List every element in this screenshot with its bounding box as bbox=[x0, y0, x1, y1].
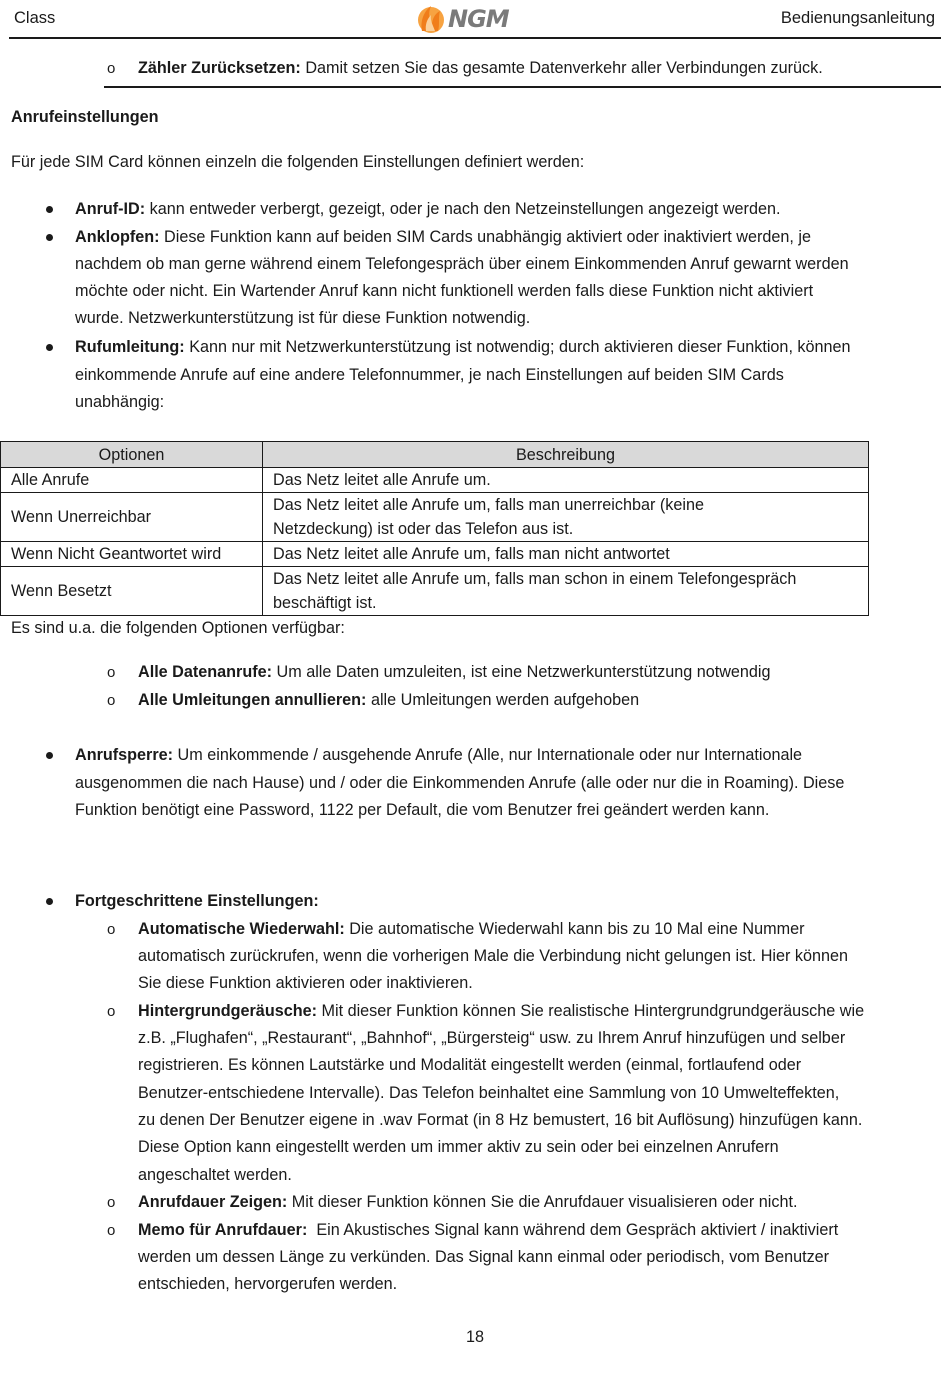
advanced-item-label: Hintergrundgeräusche: bbox=[138, 1002, 317, 1020]
advanced-text-line: z.B. „Flughafen“, „Restaurant“, „Bahnhof“, „Bürgersteig“ usw. zu Ihrem Anruf hinzufügen und selber bbox=[138, 1029, 846, 1047]
bullet-icon bbox=[46, 206, 53, 213]
header-right-label: Bedienungsanleitung bbox=[780, 9, 935, 27]
bullet-icon bbox=[46, 344, 53, 351]
description-line: Netzdeckung) ist oder das Telefon aus ist. bbox=[273, 520, 574, 538]
sub-option-text: alle Umleitungen werden aufgehoben bbox=[366, 691, 640, 709]
bullet-text: kann entweder verbergt, gezeigt, oder je nach den Netzeinstellungen angezeigt werden. bbox=[145, 200, 781, 218]
bullet-text-line: wurde. Netzwerkunterstützung ist für diese Funktion notwendig. bbox=[75, 309, 531, 327]
advanced-item-label: Automatische Wiederwahl: bbox=[138, 920, 345, 938]
bullet-text-line: unabhängig: bbox=[75, 393, 165, 411]
sub-option-datenanrufe bbox=[138, 659, 771, 686]
circle-bullet-icon: o bbox=[107, 1194, 116, 1211]
advanced-text-line: angeschaltet werden. bbox=[138, 1166, 292, 1184]
description-cell bbox=[263, 542, 869, 567]
advanced-item-text: Mit dieser Funktion können Sie realistische Hintergrundgrundgeräusche wie bbox=[317, 1002, 865, 1020]
top-item-label: Zähler Zurücksetzen: bbox=[138, 59, 301, 77]
page-number: 18 bbox=[465, 1328, 484, 1346]
bullet-text-line: einkommende Anrufe auf eine andere Telefonnummer, je nach Einstellungen auf beiden SIM Cards bbox=[75, 366, 784, 384]
bullet-icon bbox=[46, 898, 53, 905]
bullet-anrufsperre bbox=[75, 742, 802, 769]
bullet-icon bbox=[46, 752, 53, 759]
circle-bullet-icon: o bbox=[107, 664, 116, 681]
bullet-text: Kann nur mit Netzwerkunterstützung ist notwendig; durch aktivieren dieser Funktion, können bbox=[184, 338, 851, 356]
circle-bullet-icon: o bbox=[107, 692, 116, 709]
option-cell: Alle Anrufe bbox=[1, 468, 263, 493]
intro-text: Für jede SIM Card können einzeln die folgenden Einstellungen definiert werden: bbox=[11, 153, 585, 171]
circle-bullet-icon: o bbox=[107, 921, 116, 938]
sub-option-label: Alle Umleitungen annullieren: bbox=[138, 691, 367, 709]
description-line: Das Netz leitet alle Anrufe um, falls man nicht antwortet bbox=[273, 545, 670, 563]
sub-option-annullieren bbox=[138, 687, 639, 714]
advanced-item-wiederwahl bbox=[138, 916, 804, 943]
bullet-icon bbox=[46, 234, 53, 241]
table-header-cell: Optionen bbox=[1, 442, 263, 468]
bullet-text: Um einkommende / ausgehende Anrufe (Alle, nur Internationale oder nur Internationale bbox=[173, 746, 803, 764]
forwarding-options-table bbox=[0, 441, 869, 616]
ngm-flame-icon bbox=[416, 3, 446, 35]
table-row bbox=[1, 567, 869, 616]
bullet-rufumleitung bbox=[75, 334, 851, 361]
top-item bbox=[138, 55, 823, 82]
table-row bbox=[1, 542, 869, 567]
option-cell: Wenn Nicht Geantwortet wird bbox=[1, 542, 263, 567]
advanced-text-line: Benutzer-entschiedene Intervalle). Das Telefon beinhaltet eine Sammlung von 10 Umwelteffekten, bbox=[138, 1084, 840, 1102]
circle-bullet-icon: o bbox=[107, 1003, 116, 1020]
advanced-text-line: automatisch zurückrufen, wenn die vorherigen Male die Verbindung nicht gelungen ist. Hier können bbox=[138, 947, 848, 965]
advanced-text-line: entschieden, hervorgerufen werden. bbox=[138, 1275, 398, 1293]
bullet-text-line: ausgenommen die nach Hause) und / oder die Einkommenden Anrufe (alle oder nur die in Roaming). Diese bbox=[75, 774, 845, 792]
advanced-item-text: Ein Akustisches Signal kann während dem Gespräch aktiviert / inaktiviert bbox=[307, 1221, 839, 1239]
section-title: Anrufeinstellungen bbox=[11, 108, 159, 126]
description-cell bbox=[263, 493, 869, 542]
advanced-item-label: Anrufdauer Zeigen: bbox=[138, 1193, 288, 1211]
description-line: Das Netz leitet alle Anrufe um, falls man unerreichbar (keine bbox=[273, 496, 704, 514]
advanced-text-line: Sie diese Funktion aktivieren oder inaktivieren. bbox=[138, 974, 473, 992]
description-cell bbox=[263, 567, 869, 616]
table-header-row bbox=[1, 442, 869, 468]
logo-text: NGM bbox=[448, 5, 509, 33]
bullet-anruf-id bbox=[75, 196, 780, 223]
table-row bbox=[1, 493, 869, 542]
bullet-label: Anruf-ID: bbox=[75, 200, 146, 218]
bullet-anklopfen bbox=[75, 224, 811, 251]
advanced-item-text: Die automatische Wiederwahl kann bis zu 10 Mal eine Nummer bbox=[344, 920, 805, 938]
ngm-logo bbox=[416, 2, 509, 36]
bullet-text-line: nachdem ob man gerne während einem Telefongespräch über einem Einkommenden Anruf gewarnt werden bbox=[75, 255, 849, 273]
top-item-text: Damit setzen Sie das gesamte Datenverkehr aller Verbindungen zurück. bbox=[300, 59, 823, 77]
description-line: Das Netz leitet alle Anrufe um, falls man schon in einem Telefongespräch bbox=[273, 570, 797, 588]
bullet-text: Diese Funktion kann auf beiden SIM Cards unabhängig aktiviert oder inaktiviert werden, je bbox=[159, 228, 811, 246]
circle-bullet-icon: o bbox=[107, 60, 116, 77]
description-line: Das Netz leitet alle Anrufe um. bbox=[273, 471, 491, 489]
header-divider bbox=[9, 37, 941, 39]
advanced-item-memo bbox=[138, 1217, 838, 1244]
advanced-text-line: zu denen Der Benutzer eigene in .wav Format (in 8 Hz bemustert, 16 bit Auflösung) hinzufügen kann. bbox=[138, 1111, 863, 1129]
advanced-item-hintergrund bbox=[138, 998, 864, 1025]
advanced-title: Fortgeschrittene Einstellungen: bbox=[75, 892, 319, 910]
sub-option-text: Um alle Daten umzuleiten, ist eine Netzwerkunterstützung notwendig bbox=[272, 663, 771, 681]
advanced-text-line: registrieren. Es können Lautstärke und Modalität eingestellt werden (einmal, fortlaufend oder bbox=[138, 1056, 802, 1074]
table-row bbox=[1, 468, 869, 493]
advanced-item-label: Memo für Anrufdauer: bbox=[138, 1221, 308, 1239]
bullet-text-line: möchte oder nicht. Ein Wartender Anruf kann nicht funktionell werden falls diese Funktion nicht aktiviert bbox=[75, 282, 814, 300]
bullet-text-line: Funktion benötigt eine Password, 1122 per Default, die vom Benutzer frei geändert werden kann. bbox=[75, 801, 770, 819]
description-cell bbox=[263, 468, 869, 493]
sub-option-label: Alle Datenanrufe: bbox=[138, 663, 273, 681]
advanced-item-anrufdauer bbox=[138, 1189, 798, 1216]
option-cell: Wenn Besetzt bbox=[1, 567, 263, 616]
description-line: beschäftigt ist. bbox=[273, 594, 377, 612]
option-cell: Wenn Unerreichbar bbox=[1, 493, 263, 542]
header-left-label: Class bbox=[14, 9, 56, 27]
section-divider bbox=[104, 86, 941, 88]
after-table-text: Es sind u.a. die folgenden Optionen verfügbar: bbox=[11, 619, 345, 637]
table-header-cell: Beschreibung bbox=[263, 442, 869, 468]
bullet-label: Anrufsperre: bbox=[75, 746, 174, 764]
bullet-label: Anklopfen: bbox=[75, 228, 160, 246]
advanced-text-line: Diese Option kann eingestellt werden um immer aktiv zu sein oder bei einzelnen Anrufern bbox=[138, 1138, 779, 1156]
advanced-text-line: werden um dessen Länge zu verkünden. Das Signal kann einmal oder periodisch, vom Benutzer bbox=[138, 1248, 830, 1266]
circle-bullet-icon: o bbox=[107, 1222, 116, 1239]
bullet-label: Rufumleitung: bbox=[75, 338, 185, 356]
advanced-item-text: Mit dieser Funktion können Sie die Anrufdauer visualisieren oder nicht. bbox=[287, 1193, 798, 1211]
